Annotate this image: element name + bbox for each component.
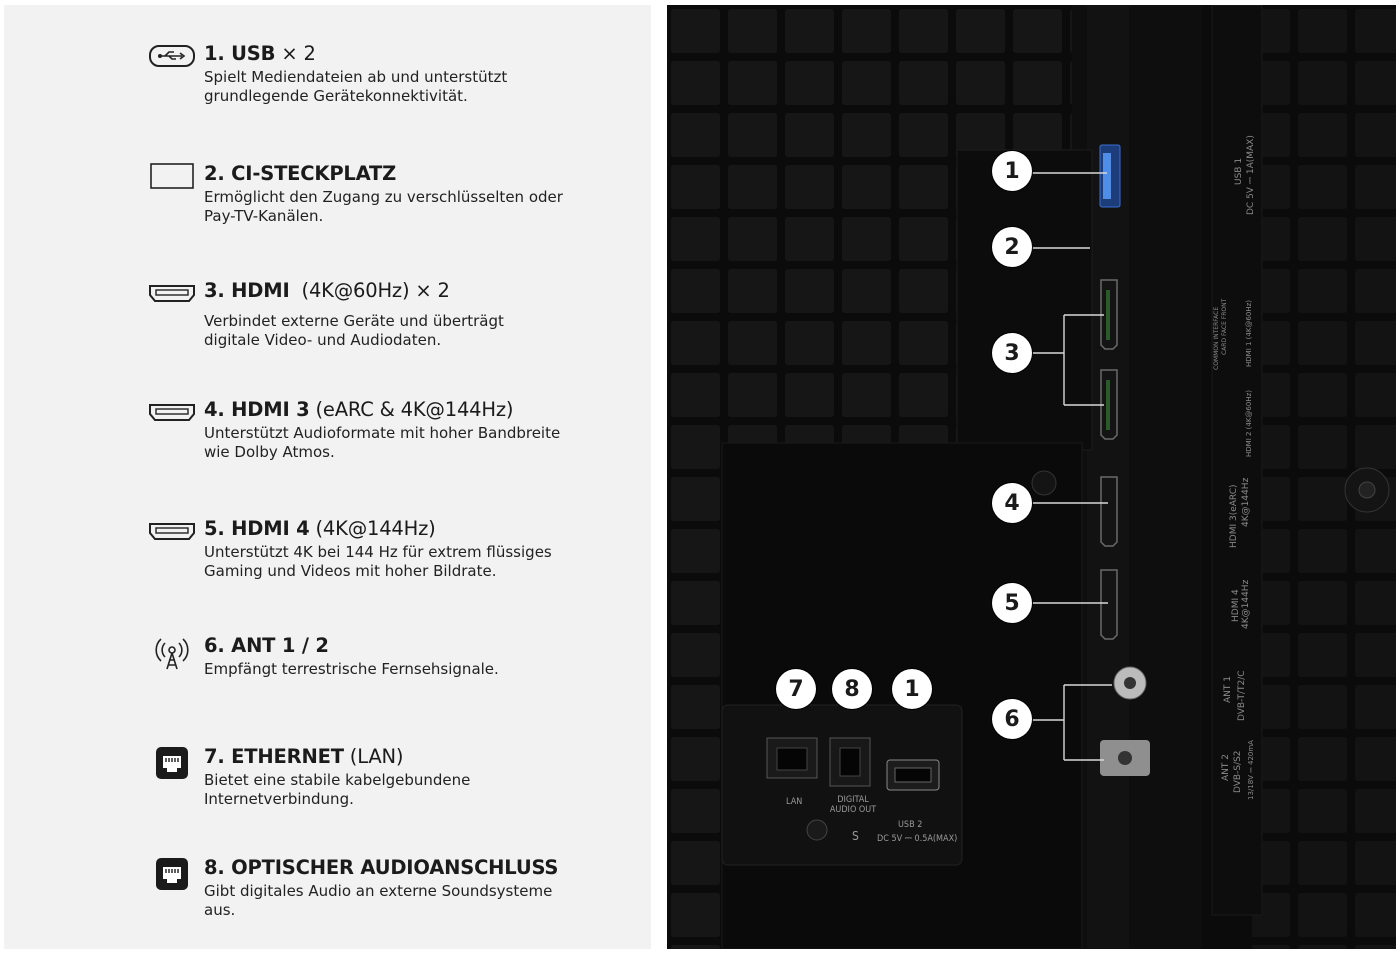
callout-badge: 6 [992, 699, 1032, 739]
hdmi4-label: HDMI 4 [1231, 589, 1241, 622]
hdmi3-label: HDMI 3(eARC) [1229, 484, 1239, 548]
feature-extra: (eARC & 4K@144Hz) [315, 398, 514, 421]
feature-extra: (4K@60Hz) [301, 279, 410, 302]
feature-name: CI-STECKPLATZ [231, 162, 397, 185]
feature-name: HDMI 4 [231, 517, 310, 540]
tv-ports-photo [667, 5, 1396, 949]
ant2-power-label: 13/18V ⎓ 420mA [1247, 740, 1255, 800]
ant1-label: ANT 1 [1223, 676, 1233, 703]
feature-extra: (LAN) [349, 745, 404, 768]
hdmi3-sub-label: 4K@144Hz [1241, 477, 1251, 527]
callout-badge: 1 [992, 151, 1032, 191]
feature-description: Ermöglicht den Zugang zu verschlüsselten oder Pay-TV-Kanälen. [204, 188, 563, 225]
feature-description: Empfängt terrestrische Fernsehsignale. [204, 660, 499, 678]
callout-badge: 5 [992, 583, 1032, 623]
callout-badge: 1 [892, 669, 932, 709]
antenna-icon [148, 632, 196, 672]
feature-name: OPTISCHER AUDIOANSCHLUSS [231, 856, 559, 879]
feature-name: HDMI [231, 279, 290, 302]
optical-audio-icon [148, 854, 196, 894]
hdmi-icon [148, 392, 196, 432]
usb-icon [148, 36, 196, 76]
usb1-power-label: DC 5V ⎓ 1A(MAX) [1246, 135, 1256, 215]
hdmi2-label: HDMI 2 (4K@60Hz) [1245, 389, 1253, 457]
hdmi-icon [148, 273, 196, 313]
feature-description: Bietet eine stabile kabelgebundene Internetverbindung. [204, 771, 471, 808]
s-mark-label: S [852, 829, 859, 843]
feature-name: USB [231, 42, 276, 65]
feature-suffix: × 2 [281, 42, 316, 65]
feature-description: Unterstützt 4K bei 144 Hz für extrem flüssiges Gaming und Videos mit hoher Bildrate. [204, 543, 552, 580]
hdmi4-sub-label: 4K@144Hz [1241, 579, 1251, 629]
usb2-power-label: DC 5V ⎓ 0.5A(MAX) [877, 834, 958, 844]
hdmi-icon [148, 511, 196, 551]
common-interface-label: COMMON INTERFACE [1213, 306, 1220, 370]
tv-back-illustration [667, 5, 1396, 949]
ci-slot-icon [148, 156, 196, 196]
feature-description: Unterstützt Audioformate mit hoher Bandbreite wie Dolby Atmos. [204, 424, 561, 461]
feature-description: Gibt digitales Audio an externe Soundsysteme aus. [204, 882, 553, 919]
callout-badge: 8 [832, 669, 872, 709]
usb2-label: USB 2 [898, 820, 923, 830]
feature-name: HDMI 3 [231, 398, 310, 421]
digital-audio-label: DIGITAL AUDIO OUT [829, 795, 877, 815]
hdmi1-label: HDMI 1 (4K@60Hz) [1245, 299, 1253, 367]
callout-badge: 7 [776, 669, 816, 709]
callout-badge: 2 [992, 227, 1032, 267]
card-face-label: CARD FACE FRONT [1221, 298, 1228, 355]
lan-port-label: LAN [786, 797, 803, 807]
feature-name: ETHERNET [231, 745, 344, 768]
feature-description: Spielt Mediendateien ab und unterstützt grundlegende Gerätekonnektivität. [204, 68, 508, 105]
feature-description: Verbindet externe Geräte und überträgt digitale Video- und Audiodaten. [204, 312, 504, 349]
ant2-label: ANT 2 [1221, 754, 1231, 781]
ant2-sub-label: DVB-S/S2 [1233, 750, 1243, 793]
usb1-label: USB 1 [1234, 157, 1244, 185]
feature-extra: (4K@144Hz) [315, 517, 436, 540]
ant1-sub-label: DVB-T/T2/C [1237, 670, 1247, 721]
ethernet-icon [148, 743, 196, 783]
callout-badge: 3 [992, 333, 1032, 373]
feature-title: 1. [204, 42, 225, 65]
feature-name: ANT 1 / 2 [231, 634, 329, 657]
callout-badge: 4 [992, 483, 1032, 523]
